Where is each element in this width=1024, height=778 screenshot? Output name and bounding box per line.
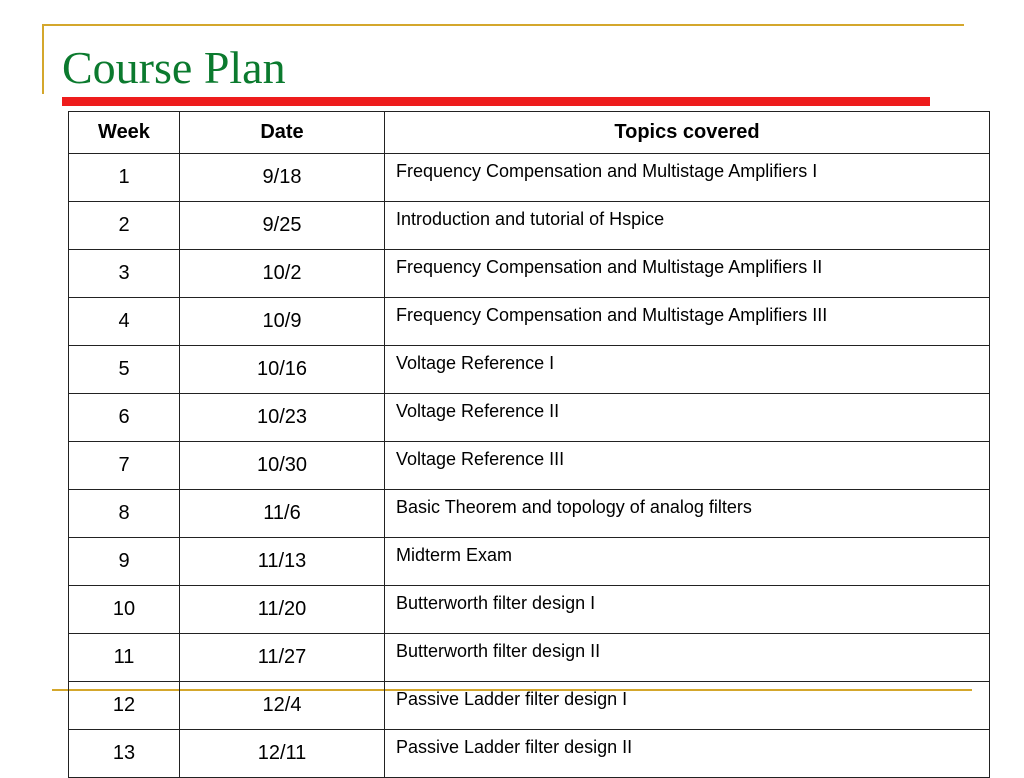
table-row bbox=[69, 538, 990, 586]
title-underline bbox=[62, 97, 930, 106]
table-row bbox=[69, 442, 990, 490]
table-header-row bbox=[69, 112, 990, 154]
header-date: Date bbox=[180, 112, 385, 154]
week-cell: 1 bbox=[69, 154, 180, 202]
page-title: Course Plan bbox=[62, 42, 286, 93]
week-cell: 10 bbox=[69, 586, 180, 634]
topic-cell: Voltage Reference II bbox=[385, 394, 990, 442]
table-row bbox=[69, 154, 990, 202]
header-week: Week bbox=[69, 112, 180, 154]
date-cell: 11/6 bbox=[180, 490, 385, 538]
frame-top-line bbox=[42, 24, 964, 26]
table-row bbox=[69, 394, 990, 442]
table-row bbox=[69, 490, 990, 538]
topic-cell: Frequency Compensation and Multistage Amplifiers III bbox=[385, 298, 990, 346]
date-cell: 10/2 bbox=[180, 250, 385, 298]
topic-cell: Introduction and tutorial of Hspice bbox=[385, 202, 990, 250]
frame-left-line bbox=[42, 24, 44, 94]
table-row bbox=[69, 730, 990, 778]
week-cell: 6 bbox=[69, 394, 180, 442]
date-cell: 9/25 bbox=[180, 202, 385, 250]
date-cell: 10/23 bbox=[180, 394, 385, 442]
date-cell: 12/11 bbox=[180, 730, 385, 778]
table-body bbox=[69, 154, 990, 778]
topic-cell: Voltage Reference I bbox=[385, 346, 990, 394]
table-row bbox=[69, 298, 990, 346]
topic-cell: Voltage Reference III bbox=[385, 442, 990, 490]
week-cell: 11 bbox=[69, 634, 180, 682]
date-cell: 10/16 bbox=[180, 346, 385, 394]
date-cell: 11/27 bbox=[180, 634, 385, 682]
table-row bbox=[69, 682, 990, 730]
week-cell: 7 bbox=[69, 442, 180, 490]
topic-cell: Butterworth filter design I bbox=[385, 586, 990, 634]
week-cell: 8 bbox=[69, 490, 180, 538]
course-plan-table bbox=[68, 111, 990, 778]
table-row bbox=[69, 346, 990, 394]
header-topics: Topics covered bbox=[385, 112, 990, 154]
week-cell: 5 bbox=[69, 346, 180, 394]
date-cell: 10/9 bbox=[180, 298, 385, 346]
date-cell: 11/13 bbox=[180, 538, 385, 586]
week-cell: 2 bbox=[69, 202, 180, 250]
topic-cell: Midterm Exam bbox=[385, 538, 990, 586]
table-row bbox=[69, 202, 990, 250]
topic-cell: Frequency Compensation and Multistage Amplifiers I bbox=[385, 154, 990, 202]
topic-cell: Butterworth filter design II bbox=[385, 634, 990, 682]
table-row bbox=[69, 250, 990, 298]
course-plan-table-container bbox=[68, 111, 990, 778]
topic-cell: Basic Theorem and topology of analog filters bbox=[385, 490, 990, 538]
week-cell: 9 bbox=[69, 538, 180, 586]
date-cell: 10/30 bbox=[180, 442, 385, 490]
table-row bbox=[69, 634, 990, 682]
week-cell: 13 bbox=[69, 730, 180, 778]
topic-cell: Passive Ladder filter design II bbox=[385, 730, 990, 778]
week-cell: 3 bbox=[69, 250, 180, 298]
week-cell: 12 bbox=[69, 682, 180, 730]
date-cell: 9/18 bbox=[180, 154, 385, 202]
date-cell: 12/4 bbox=[180, 682, 385, 730]
topic-cell: Passive Ladder filter design I bbox=[385, 682, 990, 730]
week-cell: 4 bbox=[69, 298, 180, 346]
topic-cell: Frequency Compensation and Multistage Amplifiers II bbox=[385, 250, 990, 298]
table-row bbox=[69, 586, 990, 634]
date-cell: 11/20 bbox=[180, 586, 385, 634]
